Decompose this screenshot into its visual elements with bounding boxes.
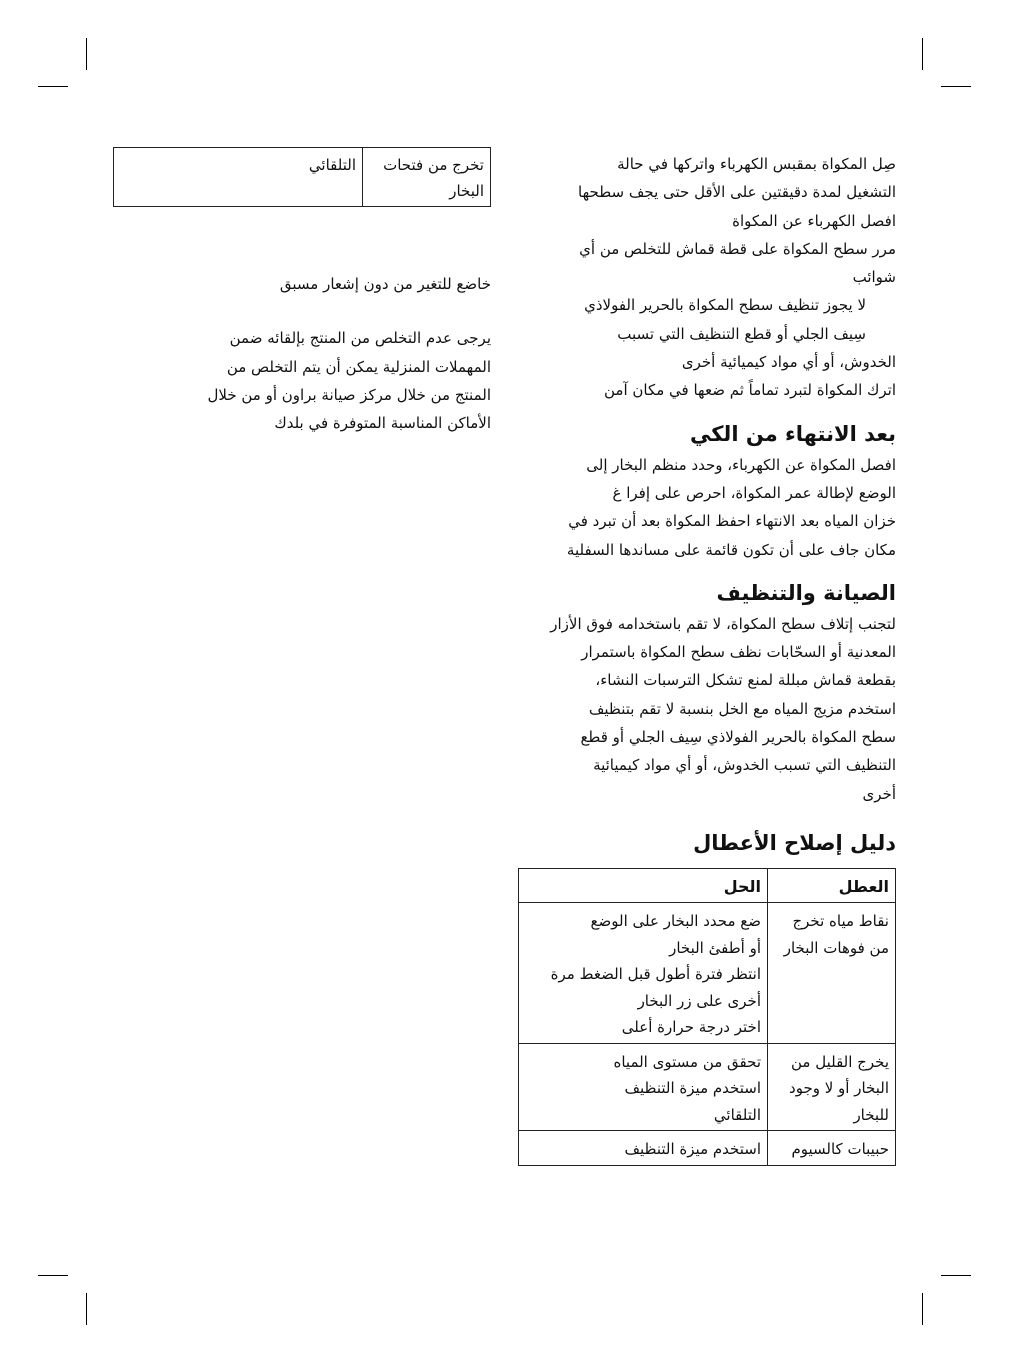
text-line: الأماكن المناسبة المتوفرة في بلدك: [274, 414, 491, 433]
disposal-notice: [113, 324, 491, 437]
cell-line: تحقق من مستوى المياه: [613, 1052, 761, 1071]
cell-line: انتظر فترة أطول قبل الضغط مرة: [550, 965, 761, 984]
solution-cell: [114, 148, 363, 207]
fault-header: العطل: [768, 868, 896, 903]
table-row: [114, 148, 491, 207]
change-notice: [113, 270, 491, 298]
table-row: [519, 903, 896, 1044]
cell-line: أخرى على زر البخار: [637, 991, 761, 1010]
crop-mark: [86, 38, 87, 70]
crop-mark: [941, 1275, 971, 1276]
cell-line: التلقائي: [308, 156, 356, 174]
text-line: استخدم مزيج المياه مع الخل بنسبة لا تقم بتنظيف: [588, 699, 896, 718]
text-line: الخدوش، أو أي مواد كيميائية أخرى: [681, 353, 896, 372]
text-line: الوضع لإطالة عمر المكواة، احرص على إفرا غ: [612, 483, 896, 502]
troubleshooting-section: [516, 828, 896, 1166]
solution-cell: [519, 903, 768, 1044]
maintenance-section: [516, 578, 896, 808]
text-line: المهملات المنزلية يمكن أن يتم التخلص من: [226, 357, 491, 376]
crop-mark: [922, 38, 923, 70]
text-line: يرجى عدم التخلص من المنتج بإلقائه ضمن: [229, 329, 491, 348]
cell-line: استخدم ميزة التنظيف: [624, 1079, 761, 1098]
text-line: المعدنية أو السحّابات نظف سطح المكواة باستمرار: [581, 643, 896, 662]
solution-header: الحل: [519, 868, 768, 903]
crop-mark: [38, 86, 68, 87]
solution-cell: [519, 1131, 768, 1166]
cell-line: تخرج من فتحات: [383, 156, 484, 174]
crop-mark: [941, 86, 971, 87]
text-line: صِل المكواة بمقبس الكهرباء واتركها في حالة: [617, 155, 896, 173]
troubleshooting-table: [518, 868, 896, 1166]
fault-cell: [768, 1131, 896, 1166]
crop-mark: [922, 1293, 923, 1325]
text-line: خزان المياه بعد الانتهاء احفظ المكواة بعد أن تبرد في: [568, 512, 896, 531]
text-line: خاضع للتغير من دون إشعار مسبق: [279, 275, 491, 293]
cell-line: للبخار: [853, 1105, 889, 1124]
text-line: أخرى: [862, 784, 896, 803]
text-line: بقطعة قماش مبللة لمنع تشكل الترسبات النشاء،: [595, 671, 896, 690]
crop-mark: [38, 1275, 68, 1276]
table-row: [519, 1043, 896, 1131]
text-line: لتجنب إتلاف سطح المكواة، لا تقم باستخدامه فوق الأزار: [550, 614, 896, 633]
section-heading: دليل إصلاح الأعطال: [693, 830, 896, 855]
text-line: لا يجوز تنظيف سطح المكواة بالحرير الفولاذي: [584, 296, 866, 315]
fault-cell: [363, 148, 491, 207]
text-line: سِيف الجلي أو قطع التنظيف التي تسبب: [617, 324, 866, 343]
text-line: مرر سطح المكواة على قطة قماش للتخلص من أي: [579, 239, 896, 258]
text-line: التشغيل لمدة دقيقتين على الأقل حتى يجف سطحها: [578, 183, 896, 202]
cell-line: التلقائي: [713, 1105, 761, 1124]
right-column: [516, 150, 896, 1166]
after-ironing-section: [516, 419, 896, 564]
cell-line: أو أطفئ البخار: [669, 938, 761, 957]
cell-line: نقاط مياه تخرج: [792, 912, 889, 931]
text-line: افصل المكواة عن الكهرباء، وحدد منظم البخار إلى: [586, 455, 896, 474]
troubleshooting-table-continued: [113, 147, 491, 207]
left-column: [113, 147, 491, 437]
text-line: سطح المكواة بالحرير الفولاذي سِيف الجلي أو قطع: [580, 728, 896, 747]
cell-line: استخدم ميزة التنظيف: [624, 1140, 761, 1159]
text-line: شوائب: [852, 268, 896, 287]
cell-line: البخار أو لا وجود: [789, 1079, 889, 1098]
text-line: افصل الكهرباء عن المكواة: [732, 211, 896, 230]
cell-line: حبيبات كالسيوم: [791, 1140, 889, 1159]
text-line: مكان جاف على أن تكون قائمة على مساندها السفلية: [566, 540, 896, 559]
cell-line: يخرج القليل من: [791, 1052, 889, 1071]
fault-cell: [768, 903, 896, 1044]
text-line: المنتج من خلال مركز صيانة براون أو من خلال: [207, 385, 491, 404]
cell-line: ضع محدد البخار على الوضع: [590, 912, 761, 931]
text-line: التنظيف التي تسبب الخدوش، أو أي مواد كيميائية: [593, 756, 896, 775]
solution-cell: [519, 1043, 768, 1131]
cell-line: اختر درجة حرارة أعلى: [621, 1018, 761, 1037]
table-header-row: [519, 868, 896, 903]
section-heading: الصيانة والتنظيف: [716, 580, 896, 605]
cell-line: البخار: [449, 182, 484, 200]
crop-mark: [86, 1293, 87, 1325]
cell-line: من فوهات البخار: [783, 938, 889, 957]
text-line: اترك المكواة لتبرد تماماً ثم ضعها في مكان آمن: [603, 381, 896, 400]
fault-cell: [768, 1043, 896, 1131]
section-heading: بعد الانتهاء من الكي: [689, 421, 896, 446]
section-body: [516, 610, 896, 808]
section-body: [516, 451, 896, 564]
cleaning-instructions: [516, 150, 896, 405]
table-row: [519, 1131, 896, 1166]
